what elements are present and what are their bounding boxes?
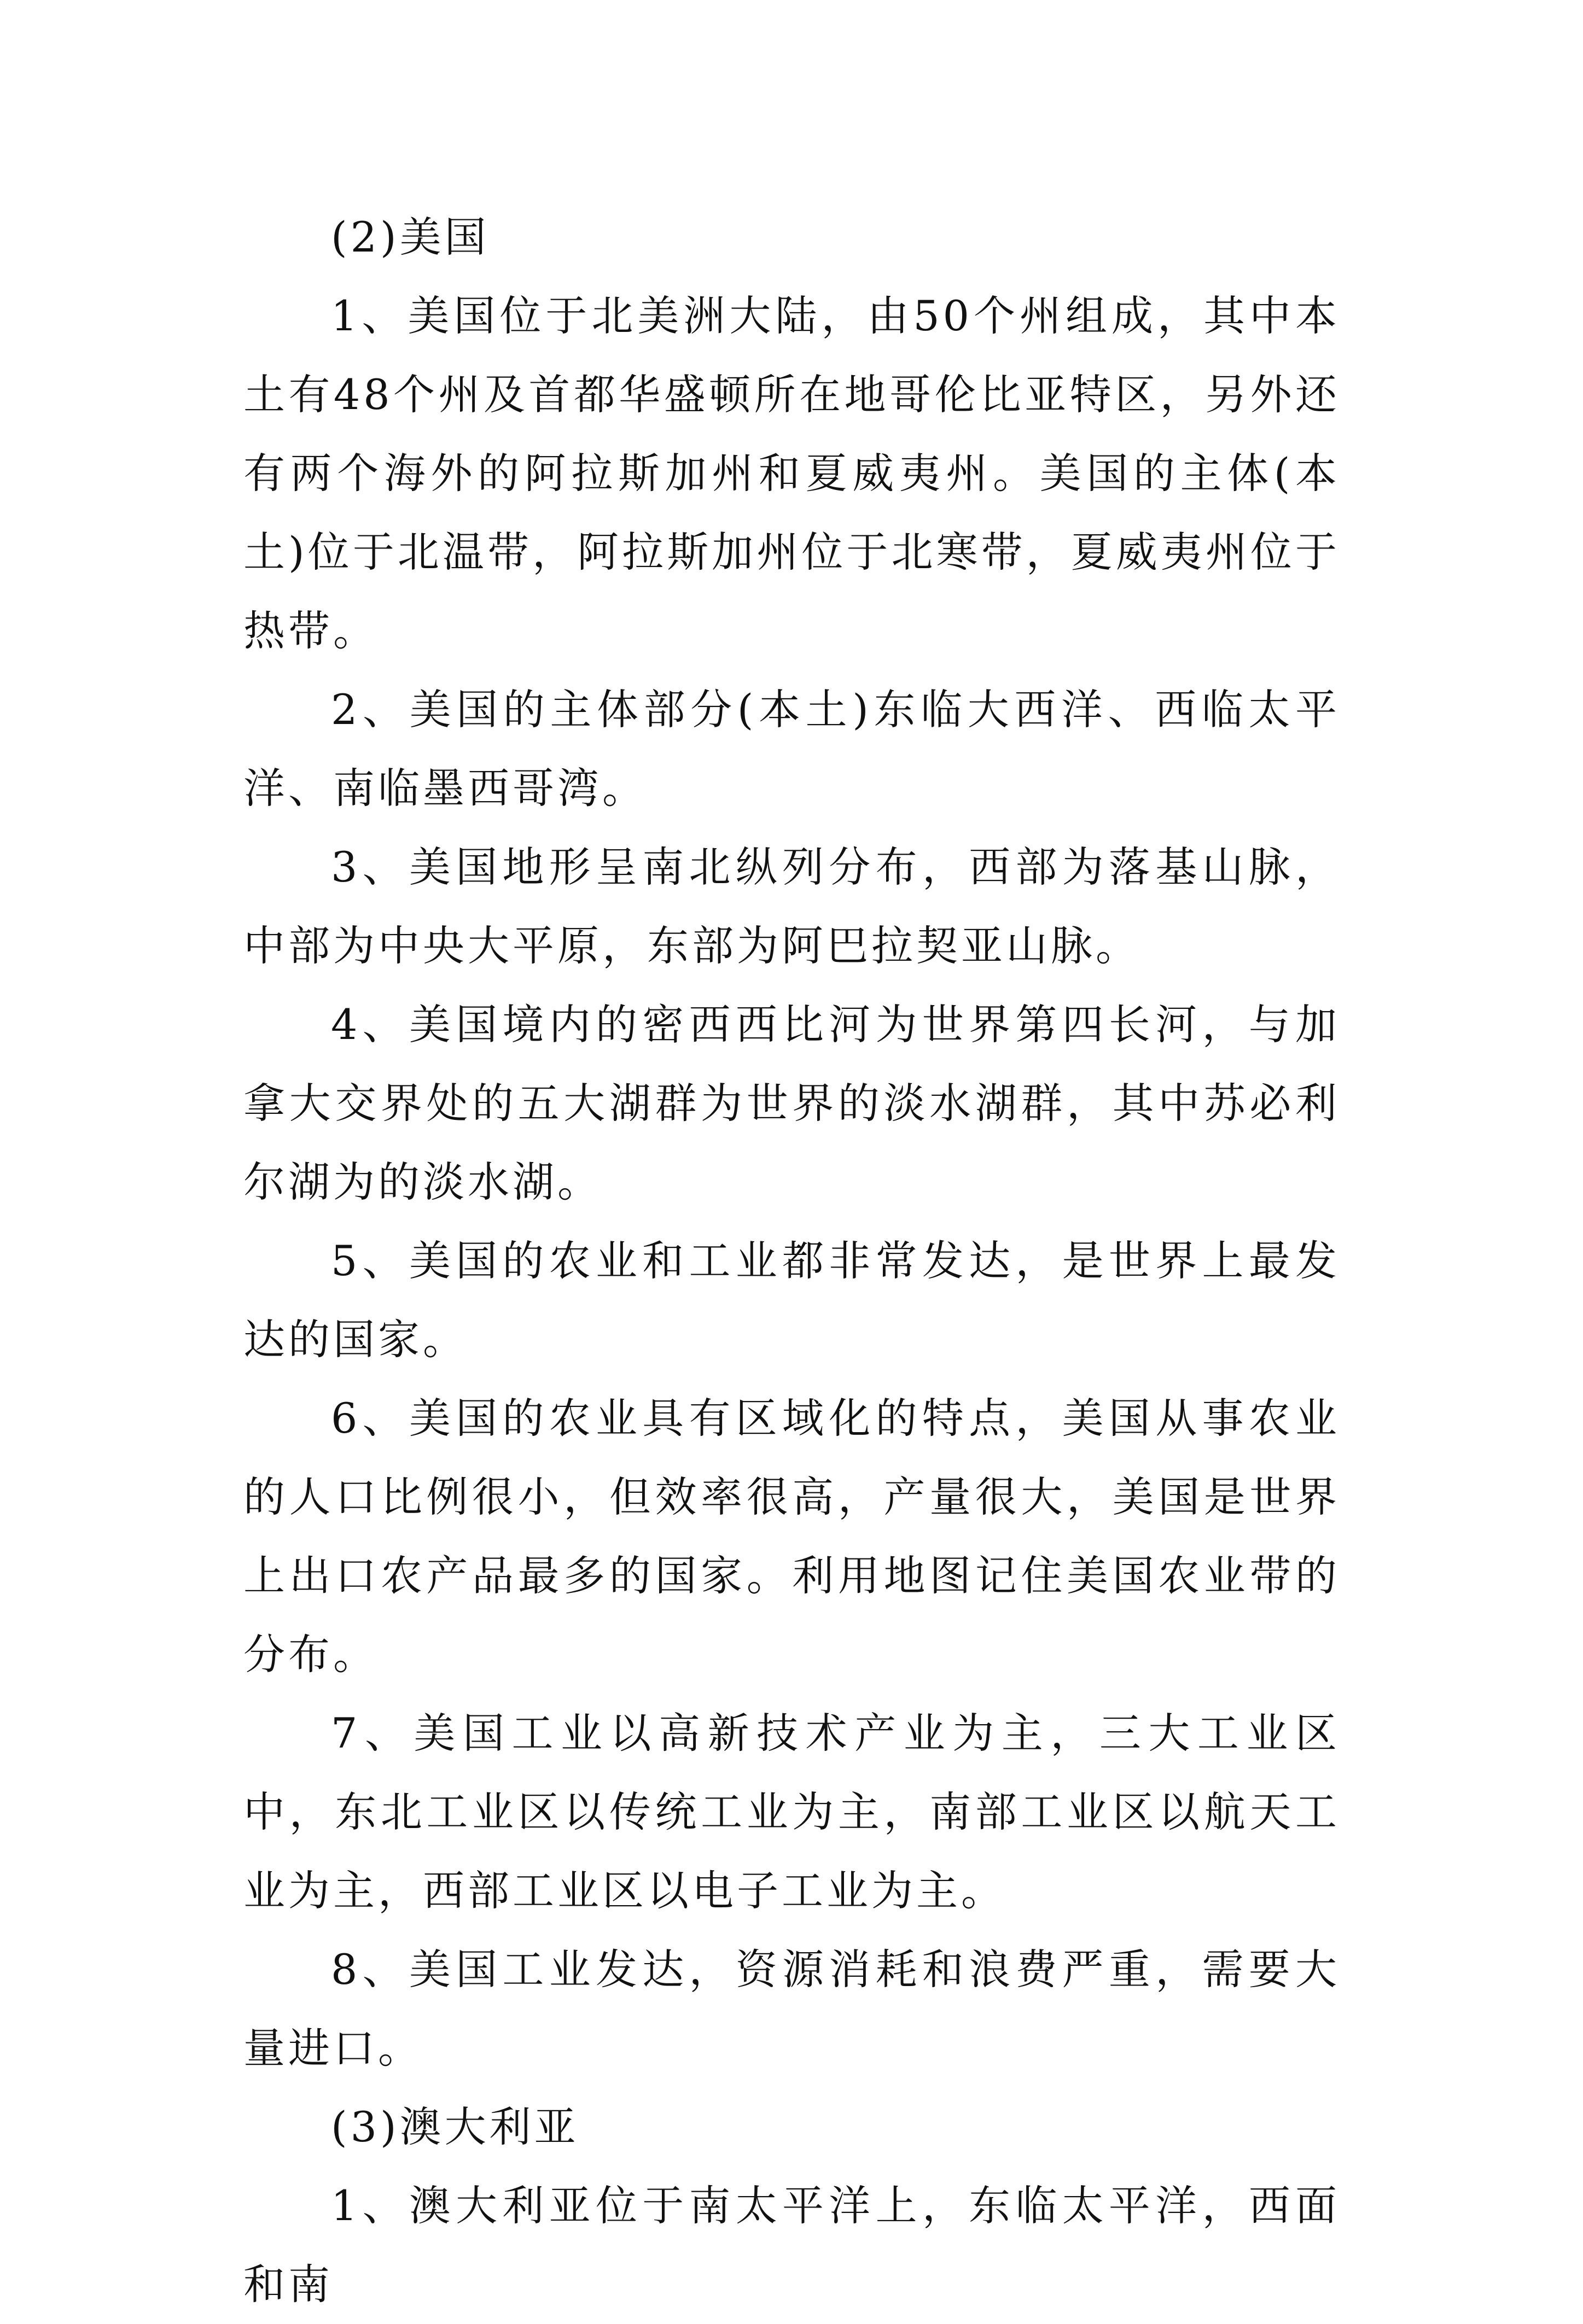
section-heading-usa: (2)美国 — [331, 213, 490, 261]
paragraph-australia-1: 1、澳大利亚位于南太平洋上，东临太平洋，西面和南 — [243, 2181, 1340, 2309]
paragraph-usa-8: 8、美国工业发达，资源消耗和浪费严重，需要大量进口。 — [243, 1945, 1340, 2072]
paragraph-usa-1: 1、美国位于北美洲大陆，由50个州组成，其中本土有48个州及首都华盛顿所在地哥伦比亚特区，另外还有两个海外的阿拉斯加州和夏威夷州。美国的主体(本土)位于北温带，阿拉斯加州位于北寒带，夏威夷州位于热带。 — [243, 291, 1340, 655]
paragraph-usa-4: 4、美国境内的密西西比河为世界第四长河，与加拿大交界处的五大湖群为世界的淡水湖群，其中苏必利尔湖为的淡水湖。 — [243, 1000, 1340, 1206]
paragraph-usa-2: 2、美国的主体部分(本土)东临大西洋、西临太平洋、南临墨西哥湾。 — [243, 685, 1340, 813]
section-heading-australia: (3)澳大利亚 — [331, 2103, 579, 2151]
paragraph-usa-5: 5、美国的农业和工业都非常发达，是世界上最发达的国家。 — [243, 1236, 1340, 1364]
paragraph-usa-3: 3、美国地形呈南北纵列分布，西部为落基山脉，中部为中央大平原，东部为阿巴拉契亚山脉。 — [243, 843, 1340, 970]
document-body — [243, 198, 1340, 2324]
paragraph-usa-7: 7、美国工业以高新技术产业为主，三大工业区中，东北工业区以传统工业为主，南部工业区以航天工业为主，西部工业区以电子工业为主。 — [243, 1709, 1340, 1915]
paragraph-usa-6: 6、美国的农业具有区域化的特点，美国从事农业的人口比例很小，但效率很高，产量很大，美国是世界上出口农产品最多的国家。利用地图记住美国农业带的分布。 — [243, 1394, 1340, 1679]
